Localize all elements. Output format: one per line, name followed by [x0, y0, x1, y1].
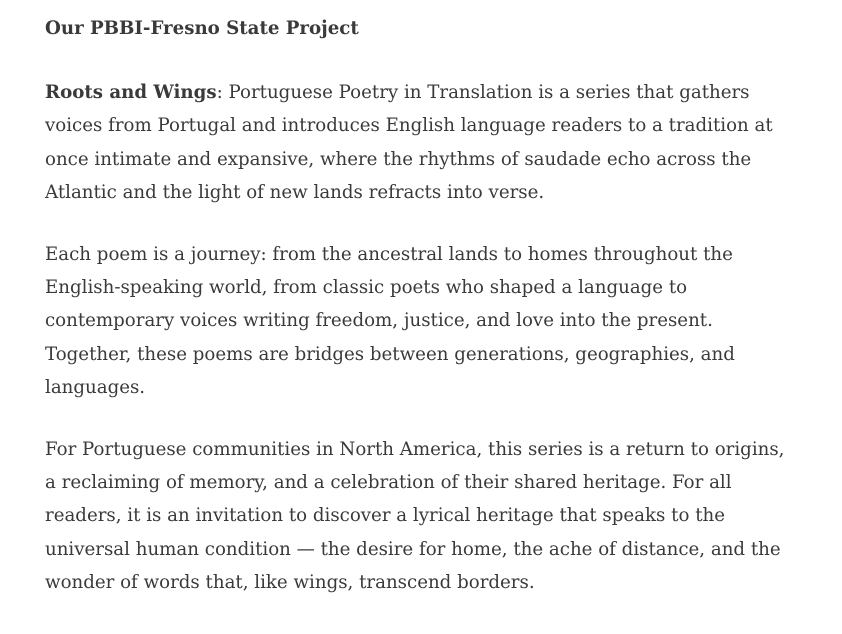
journey-paragraph: Each poem is a journey: from the ancestral lands to homes throughout the English-speaking world, from classic poets who shaped a language to contemporary voices writing freedom, justice, and love into the present. Together, these poems are bridges between generations, geographies, and languages.	[45, 243, 735, 399]
series-name: Roots and Wings	[45, 82, 217, 103]
section-title: Our PBBI-Fresno State Project	[45, 18, 359, 39]
intro-paragraph	[45, 76, 785, 210]
intro-text: : Portuguese Poetry in Translation is a series that gathers voices from Portugal and introduces English language readers to a tradition at once intimate and expansive, where the rhythms of saudade echo across the Atlantic and the light of new lands refracts into verse.	[45, 82, 773, 204]
communities-paragraph: For Portuguese communities in North America, this series is a return to origins, a reclaiming of memory, and a celebration of their shared heritage. For all readers, it is an invitation to discover a lyrical heritage that speaks to the universal human condition — the desire for home, the ache of distance, and the wonder of words that, like wings, transcend borders.	[45, 438, 785, 594]
project-description	[45, 14, 785, 600]
